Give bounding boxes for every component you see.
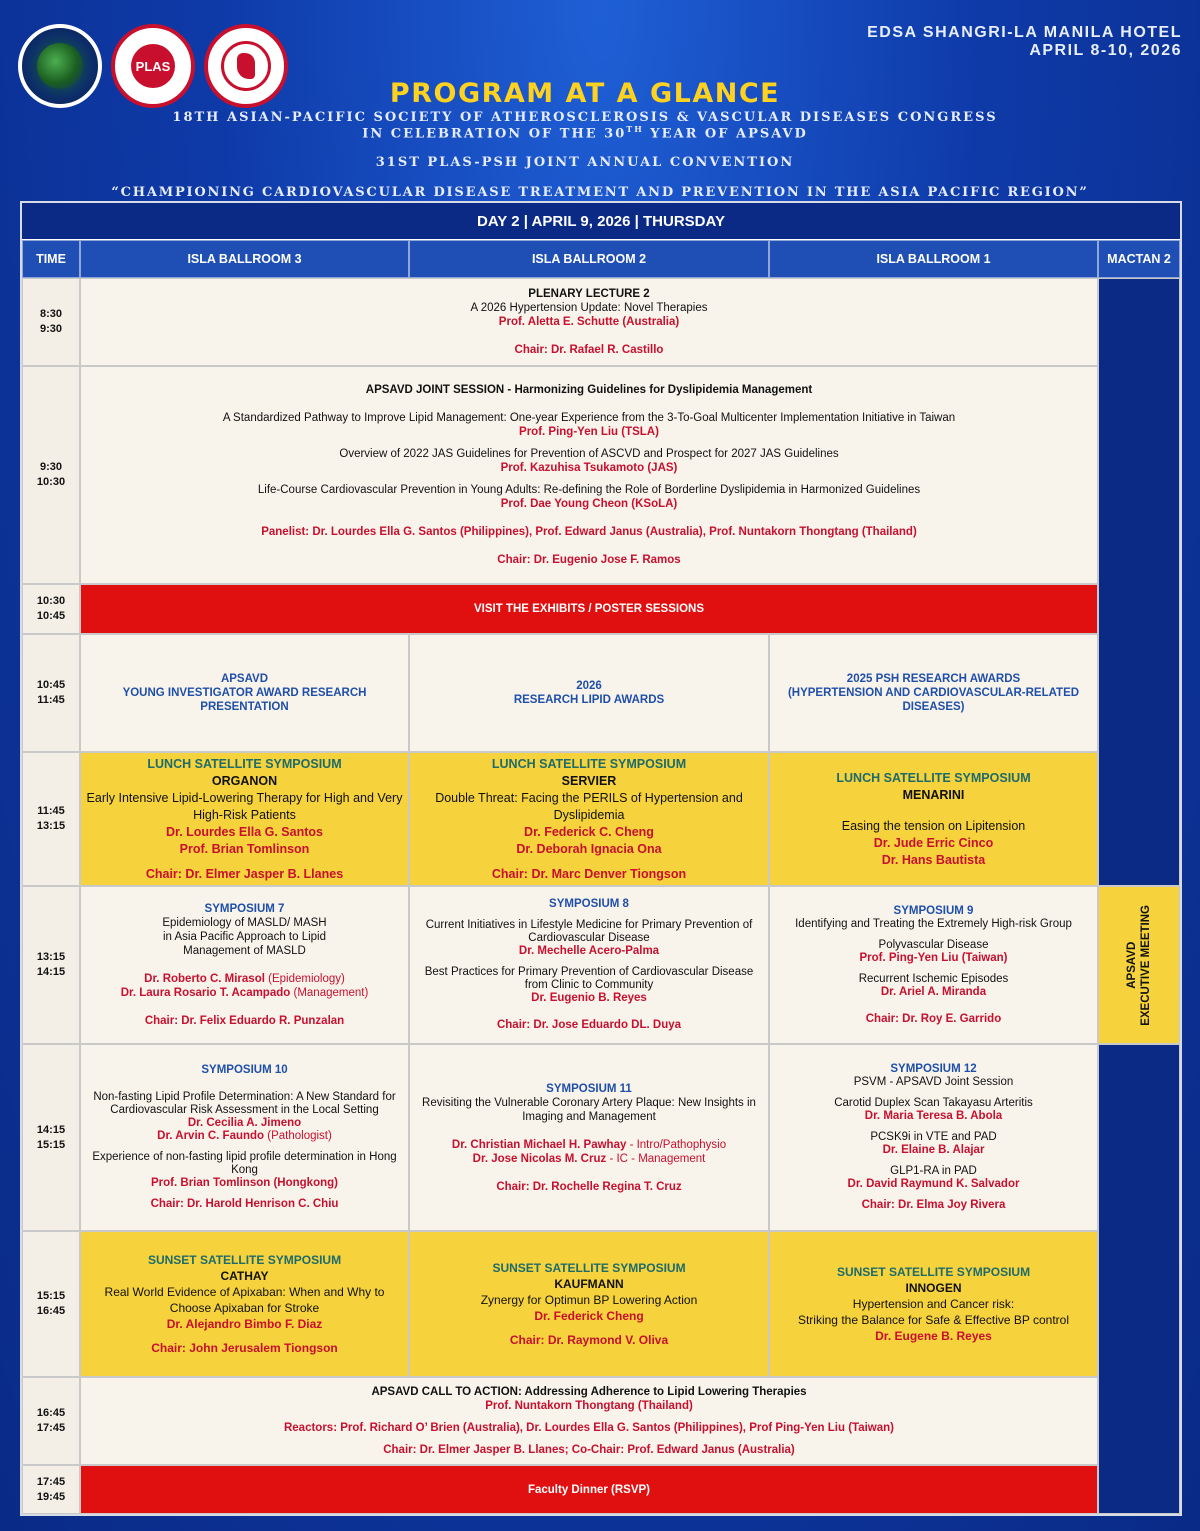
event-dates: APRIL 8-10, 2026 xyxy=(1029,42,1182,59)
time-slot: 17:45 19:45 xyxy=(22,1465,80,1514)
young-investigator-award: APSAVD YOUNG INVESTIGATOR AWARD RESEARCH PRESENTATION xyxy=(80,634,409,752)
apsavd-executive-meeting: APSAVD EXECUTIVE MEETING xyxy=(1098,886,1180,1044)
venue-name: EDSA SHANGRI-LA MANILA HOTEL xyxy=(867,24,1182,41)
symposium-8: SYMPOSIUM 8 Current Initiatives in Lifestyle Medicine for Primary Prevention of Cardiovascular Disease Dr. Mechelle Acero-Palma Best Practices for Primary Prevention of Cardiovascular Disease from Clinic to Community Dr. Eugenio B. Reyes Chair: Dr. Jose Eduardo DL. Duya xyxy=(409,886,769,1044)
lunch-symposium-servier: LUNCH SATELLITE SYMPOSIUM SERVIER Double Threat: Facing the PERILS of Hypertension and Dyslipidemia Dr. Federick C. Cheng Dr. Deborah Ignacia Ona Chair: Dr. Marc Denver Tiongson xyxy=(409,752,769,886)
plas-logo-text: PLAS xyxy=(131,44,175,88)
column-header-isla-ballroom-3: ISLA BALLROOM 3 xyxy=(80,240,409,278)
philippines-map-icon xyxy=(237,53,255,79)
theme: “CHAMPIONING CARDIOVASCULAR DISEASE TREATMENT AND PREVENTION IN THE ASIA PACIFIC REGION” xyxy=(111,185,1089,200)
symposium-10: SYMPOSIUM 10 Non-fasting Lipid Profile Determination: A New Standard for Cardiovascular Risk Assessment in the Local Setting Dr. Cecilia A. Jimeno Dr. Arvin C. Faundo (Pathologist) Experience of non-fasting lipid profile determination in Hong Kong Prof. Brian Tomlinson (Hongkong) Chair: Dr. Harold Henrison C. Chiu xyxy=(80,1044,409,1231)
apsavd-call-to-action: APSAVD CALL TO ACTION: Addressing Adherence to Lipid Lowering Therapies Prof. Nuntakorn Thongtang (Thailand) Reactors: Prof. Richard O’ Brien (Australia), Dr. Lourdes Ella G. Santos (Philippines), Prof Ping-Yen Liu (Taiwan) Chair: Dr. Elmer Jasper B. Llanes; Co-Chair: Prof. Edward Janus (Australia) xyxy=(80,1377,1098,1465)
psh-research-awards: 2025 PSH RESEARCH AWARDS (HYPERTENSION AND CARDIOVASCULAR-RELATED DISEASES) xyxy=(769,634,1098,752)
sunset-symposium-cathay: SUNSET SATELLITE SYMPOSIUM CATHAY Real World Evidence of Apixaban: When and Why to Choose Apixaban for Stroke Dr. Alejandro Bimbo F. Diaz Chair: John Jerusalem Tiongson xyxy=(80,1231,409,1377)
congress-title: 18TH ASIAN-PACIFIC SOCIETY OF ATHEROSCLEROSIS & VASCULAR DISEASES CONGRESS xyxy=(172,110,998,125)
day-header: DAY 2 | APRIL 9, 2026 | THURSDAY xyxy=(22,203,1180,239)
symposium-12: SYMPOSIUM 12 PSVM - APSAVD Joint Session Carotid Duplex Scan Takayasu Arteritis Dr. Maria Teresa B. Abola PCSK9i in VTE and PAD Dr. Elaine B. Alajar GLP1-RA in PAD Dr. David Raymund K. Salvador Chair: Dr. Elma Joy Rivera xyxy=(769,1044,1098,1231)
page-title: PROGRAM AT A GLANCE xyxy=(389,78,781,109)
mactan-empty-slot xyxy=(1098,278,1180,886)
time-slot: 11:45 13:15 xyxy=(22,752,80,886)
time-slot: 10:30 10:45 xyxy=(22,584,80,634)
celebration-line: IN CELEBRATION OF THE 30TH YEAR OF APSAVD xyxy=(362,124,808,142)
convention-title: 31ST PLAS-PSH JOINT ANNUAL CONVENTION xyxy=(375,155,795,170)
symposium-11: SYMPOSIUM 11 Revisiting the Vulnerable Coronary Artery Plaque: New Insights in Imaging and Management Dr. Christian Michael H. Pawhay - Intro/Pathophysio Dr. Jose Nicolas M. Cruz - IC - Management Chair: Dr. Rochelle Regina T. Cruz xyxy=(409,1044,769,1231)
faculty-dinner: Faculty Dinner (RSVP) xyxy=(80,1465,1098,1514)
venue-info xyxy=(867,24,1182,60)
apsavd-joint-session: APSAVD JOINT SESSION - Harmonizing Guidelines for Dyslipidemia Management A Standardized Pathway to Improve Lipid Management: One-year Experience from the 3-To-Goal Multicenter Implementation Initiative in Taiwan Prof. Ping-Yen Liu (TSLA) Overview of 2022 JAS Guidelines for Prevention of ASCVD and Prospect for 2027 JAS Guidelines Prof. Kazuhisa Tsukamoto (JAS) Life-Course Cardiovascular Prevention in Young Adults: Re-defining the Role of Borderline Dyslipidemia in Harmonized Guidelines Prof. Dae Young Cheon (KSoLA) Panelist: Dr. Lourdes Ella G. Santos (Philippines), Prof. Edward Janus (Australia), Prof. Nuntakorn Thongtang (Thailand) Chair: Dr. Eugenio Jose F. Ramos xyxy=(80,366,1098,584)
column-header-mactan-2: MACTAN 2 xyxy=(1098,240,1180,278)
research-lipid-awards: 2026 RESEARCH LIPID AWARDS xyxy=(409,634,769,752)
plenary-lecture: PLENARY LECTURE 2 A 2026 Hypertension Update: Novel Therapies Prof. Aletta E. Schutte (Australia) Chair: Dr. Rafael R. Castillo xyxy=(80,278,1098,366)
lunch-symposium-organon: LUNCH SATELLITE SYMPOSIUM ORGANON Early Intensive Lipid-Lowering Therapy for High and Very High-Risk Patients Dr. Lourdes Ella G. Santos Prof. Brian Tomlinson Chair: Dr. Elmer Jasper B. Llanes xyxy=(80,752,409,886)
time-slot: 9:30 10:30 xyxy=(22,366,80,584)
time-slot: 16:45 17:45 xyxy=(22,1377,80,1465)
time-slot: 10:45 11:45 xyxy=(22,634,80,752)
column-header-isla-ballroom-1: ISLA BALLROOM 1 xyxy=(769,240,1098,278)
lunch-symposium-menarini: LUNCH SATELLITE SYMPOSIUM MENARINI Easing the tension on Lipitension Dr. Jude Erric Cinco Dr. Hans Bautista xyxy=(769,752,1098,886)
symposium-9: SYMPOSIUM 9 Identifying and Treating the Extremely High-risk Group Polyvascular Disease Prof. Ping-Yen Liu (Taiwan) Recurrent Ischemic Episodes Dr. Ariel A. Miranda Chair: Dr. Roy E. Garrido xyxy=(769,886,1098,1044)
time-slot: 8:30 9:30 xyxy=(22,278,80,366)
time-slot: 13:15 14:15 xyxy=(22,886,80,1044)
exhibits-poster-sessions: VISIT THE EXHIBITS / POSTER SESSIONS xyxy=(80,584,1098,634)
column-header-isla-ballroom-2: ISLA BALLROOM 2 xyxy=(409,240,769,278)
column-header-time: TIME xyxy=(22,240,80,278)
sunset-symposium-innogen: SUNSET SATELLITE SYMPOSIUM INNOGEN Hypertension and Cancer risk: Striking the Balance for Safe & Effective BP control Dr. Eugene B. Reyes xyxy=(769,1231,1098,1377)
time-slot: 14:15 15:15 xyxy=(22,1044,80,1231)
symposium-7: SYMPOSIUM 7 Epidemiology of MASLD/ MASH in Asia Pacific Approach to Lipid Management of MASLD Dr. Roberto C. Mirasol (Epidemiology) Dr. Laura Rosario T. Acampado (Management) Chair: Dr. Felix Eduardo R. Punzalan xyxy=(80,886,409,1044)
header xyxy=(0,0,1200,200)
sunset-symposium-kaufmann: SUNSET SATELLITE SYMPOSIUM KAUFMANN Zynergy for Optimun BP Lowering Action Dr. Federick Cheng Chair: Dr. Raymond V. Oliva xyxy=(409,1231,769,1377)
time-slot: 15:15 16:45 xyxy=(22,1231,80,1377)
mactan-empty-slot xyxy=(1098,1044,1180,1514)
